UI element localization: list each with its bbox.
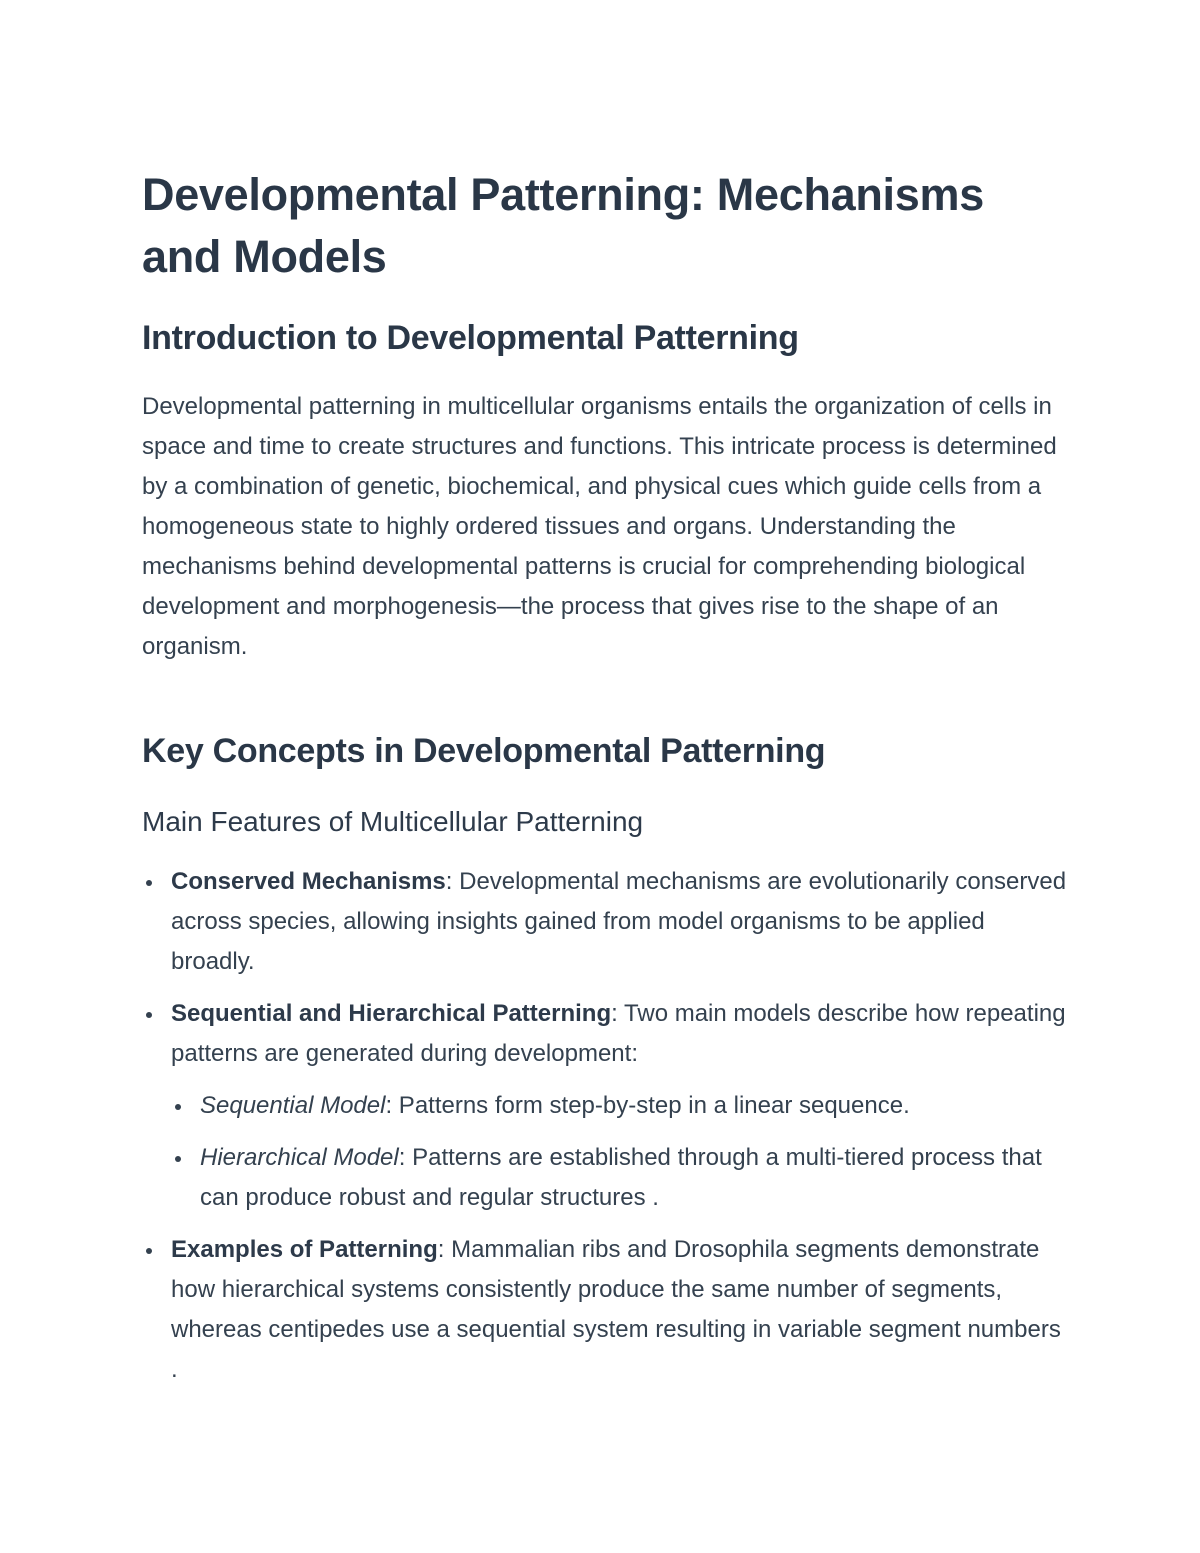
- list-item-term: Sequential and Hierarchical Patterning: [171, 1000, 612, 1027]
- list-item-text: : Developmental mechanisms are evolutionarily conserved across species, allowing insights gained from model organisms to be applied broadly.: [171, 868, 1067, 975]
- document-title: Developmental Patterning: Mechanisms and Models: [142, 169, 984, 282]
- list-item-text: : Mammalian ribs and Drosophila segments demonstrate how hierarchical systems consistently produce the same number of segments, whereas centipedes use a sequential system resulting in variable segment numbers .: [171, 1236, 1061, 1383]
- sub-list-item-term: Hierarchical Model: [200, 1144, 399, 1171]
- subheading-main-features: Main Features of Multicellular Patterning: [142, 806, 644, 837]
- sub-list: [171, 1086, 1067, 1218]
- list-item: [142, 1230, 1067, 1390]
- sub-list-item-term: Sequential Model: [200, 1092, 386, 1119]
- list-item-term: Examples of Patterning: [171, 1236, 438, 1263]
- intro-paragraph: Developmental patterning in multicellular organisms entails the organization of cells in space and time to create structures and functions. This intricate process is determined by a combination of genetic, biochemical, and physical cues which guide cells from a homogeneous state to highly ordered tissues and organs. Understanding the mechanisms behind developmental patterns is crucial for comprehending biological development and morphogenesis—the process that gives rise to the shape of an organism.: [142, 393, 1057, 660]
- sub-list-item-text: : Patterns are established through a multi-tiered process that can produce robust and regular structures .: [200, 1144, 1042, 1211]
- list-item-text: : Two main models describe how repeating patterns are generated during development:: [171, 1000, 1066, 1067]
- sub-list-item: [171, 1138, 1067, 1218]
- section-heading-key-concepts: Key Concepts in Developmental Patterning: [142, 732, 826, 770]
- features-list: [142, 862, 1067, 1402]
- list-item: [142, 862, 1067, 982]
- sub-list-item-text: : Patterns form step-by-step in a linear sequence.: [385, 1092, 910, 1119]
- list-item: [142, 994, 1067, 1218]
- sub-list-item: [171, 1086, 1067, 1126]
- section-heading-introduction: Introduction to Developmental Patterning: [142, 319, 799, 357]
- list-item-term: Conserved Mechanisms: [171, 868, 446, 895]
